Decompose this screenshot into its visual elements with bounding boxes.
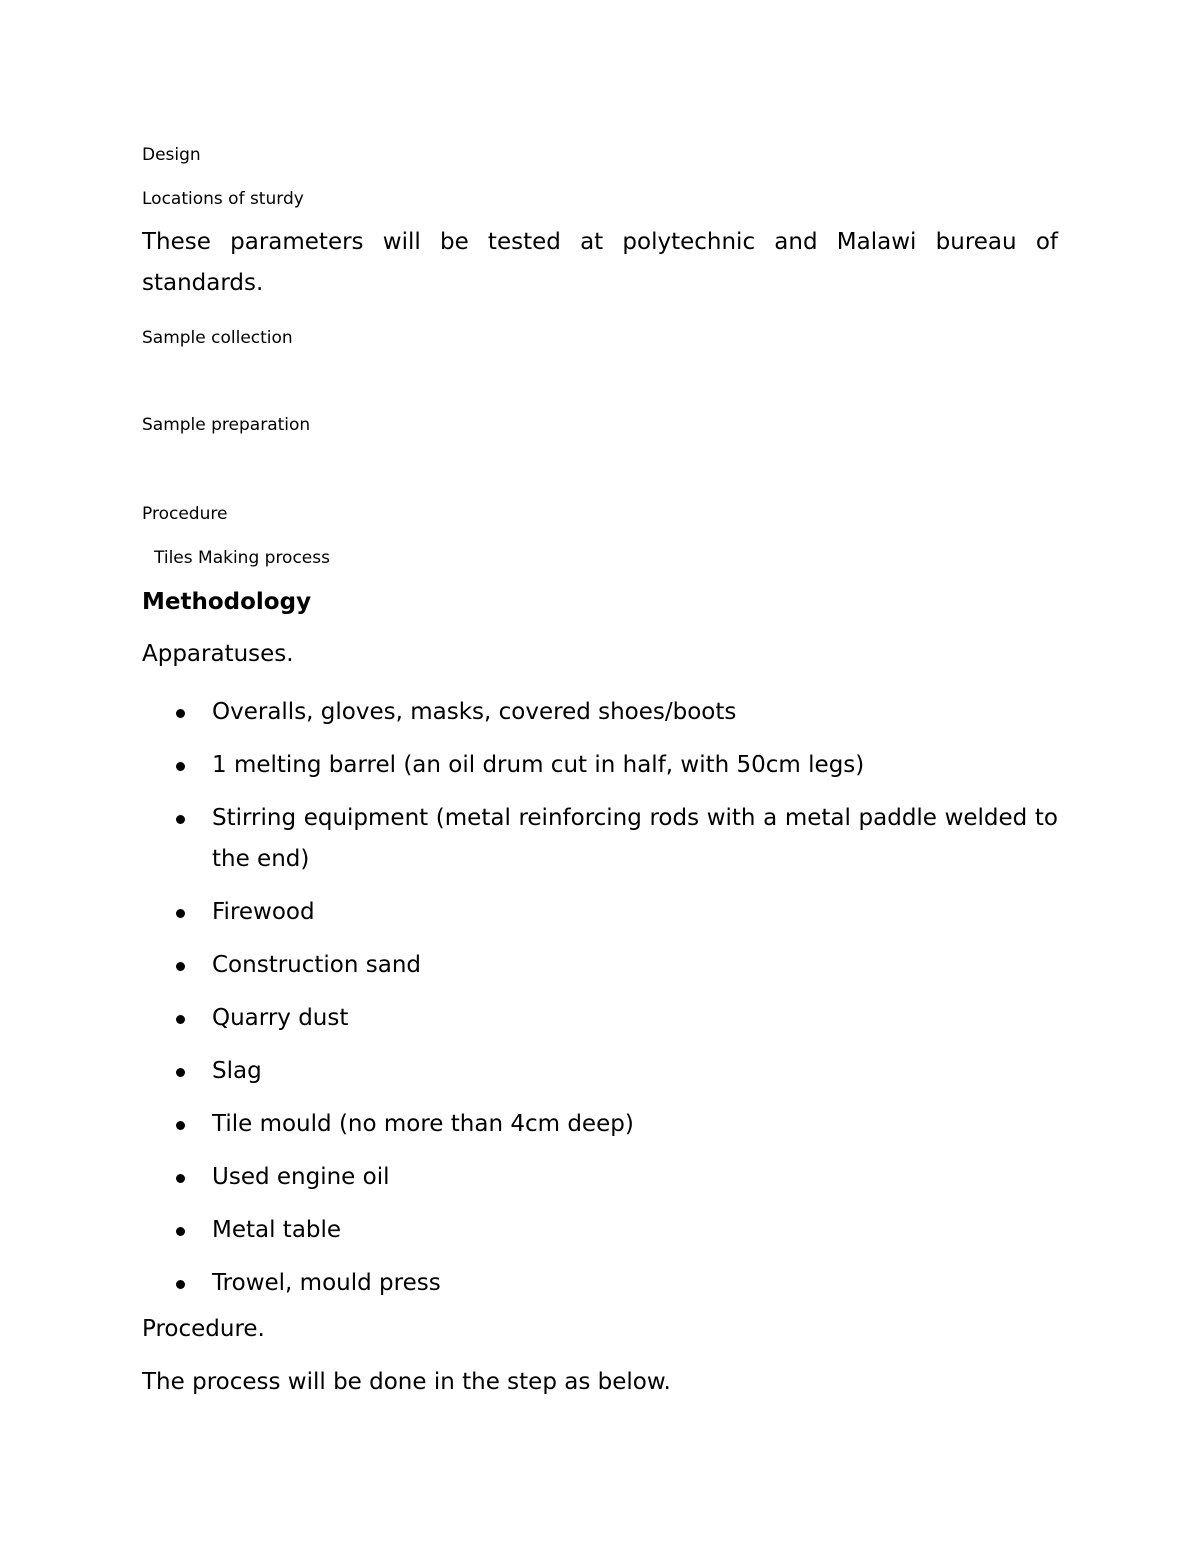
process-text: The process will be done in the step as below. [142, 1369, 671, 1395]
locations-label: Locations of sturdy [142, 189, 304, 209]
list-item [142, 692, 1058, 733]
sample-collection-label: Sample collection [142, 328, 293, 348]
list-item [142, 798, 1058, 880]
methodology-heading: Methodology [142, 589, 312, 615]
list-item [142, 1051, 1058, 1092]
list-item-text: Construction sand [212, 952, 422, 978]
list-item-text: Overalls, gloves, masks, covered shoes/boots [212, 699, 737, 725]
design-label: Design [142, 145, 201, 165]
list-item-text: 1 melting barrel (an oil drum cut in half, with 50cm legs) [212, 752, 865, 778]
list-item [142, 892, 1058, 933]
bullet-icon [176, 1015, 185, 1024]
bullet-icon [176, 709, 185, 718]
bullet-icon [176, 1280, 185, 1289]
bullet-icon [176, 1121, 185, 1130]
list-item [142, 1157, 1058, 1198]
list-item [142, 1263, 1058, 1304]
list-item-text: Trowel, mould press [212, 1270, 441, 1296]
procedure-label: Procedure [142, 504, 228, 524]
bullet-icon [176, 962, 185, 971]
list-item [142, 945, 1058, 986]
list-item-text: Firewood [212, 899, 315, 925]
list-item [142, 745, 1058, 786]
list-item-text: Used engine oil [212, 1164, 390, 1190]
list-item-text: Tile mould (no more than 4cm deep) [212, 1111, 634, 1137]
list-item-text: Quarry dust [212, 1005, 349, 1031]
bullet-icon [176, 1068, 185, 1077]
list-item-text: Slag [212, 1058, 262, 1084]
sample-preparation-label: Sample preparation [142, 415, 311, 435]
apparatus-list [142, 692, 1058, 1316]
locations-paragraph: These parameters will be tested at polytechnic and Malawi bureau of standards. [142, 229, 1058, 296]
list-item [142, 1210, 1058, 1251]
bullet-icon [176, 762, 185, 771]
bullet-icon [176, 815, 185, 824]
bullet-icon [176, 1174, 185, 1183]
list-item [142, 998, 1058, 1039]
bullet-icon [176, 1227, 185, 1236]
tiles-process-label: Tiles Making process [154, 548, 330, 568]
procedure-heading: Procedure. [142, 1316, 265, 1342]
list-item-text: Stirring equipment (metal reinforcing rods with a metal paddle welded to the end) [212, 805, 1058, 872]
list-item-text: Metal table [212, 1217, 342, 1243]
apparatuses-label: Apparatuses. [142, 641, 294, 667]
list-item [142, 1104, 1058, 1145]
bullet-icon [176, 909, 185, 918]
